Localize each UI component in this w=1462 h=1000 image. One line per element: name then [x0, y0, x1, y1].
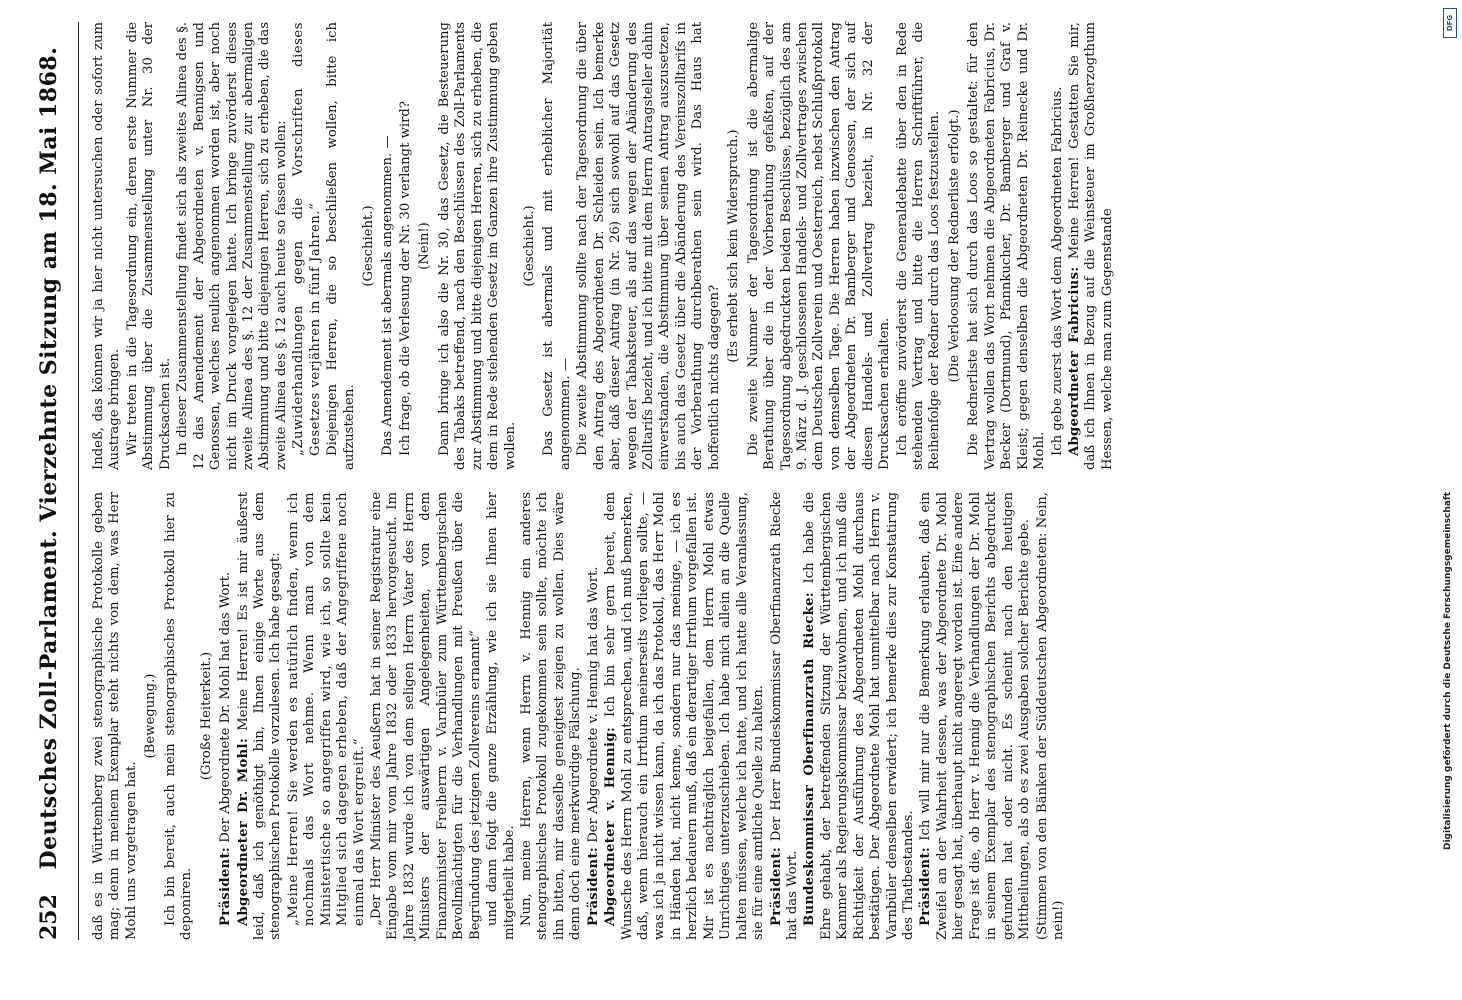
text-column-right — [91, 22, 1117, 470]
speech-text: Ich habe die Ehre gehabt, der betreffenden Sitzung der Württembergischen Kammer als Regierungskommissar beizuwohnen, und ich muß die Richtigkeit der Ausführung des Abgeordneten Mohl durchaus bestätigen. Der Abgeordnete Mohl hat unmittelbar nach Herrn v. Varnbüler denselben erwidert; ich bemerke dies zur Konstatirung des Thatbestandes. — [802, 492, 916, 940]
page-number: 252 — [36, 894, 62, 940]
speech-paragraph — [603, 492, 767, 940]
speech-text: Der Herr Bundeskommissar Oberfinanzrath Riecke hat das Wort. — [768, 492, 800, 940]
speech-paragraph — [236, 492, 285, 940]
text-columns — [91, 22, 1117, 940]
speech-text: Meine Herren! Gestatten Sie mir, daß ich Ihnen in Bezug auf die Weinsteuer im Großherzogthum Hessen, welche man zum Gegenstande — [1066, 22, 1115, 470]
speech-text: Meine Herren! Es ist mir äußerst leid, daß ich genöthigt bin, Ihnen einige Worte aus dem stenographischen Protokolle vorzulesen. Ich habe gesagt: — [235, 492, 284, 940]
text-paragraph: Nun, meine Herren, wenn Herrn v. Hennig ein anderes stenographisches Protokoll zugekommen sein sollte, möchte ich ihn bitten, mir dasselbe geneigtest zeigen zu wollen. Dies wäre denn doch eine merkwürdige Fälschung. — [518, 492, 584, 940]
text-paragraph: Dann bringe ich also die Nr. 30, das Gesetz, die Besteuerung des Tabaks betreffend, nach den Beschlüssen des Zoll-Parlaments zur Abstimmung und bitte diejenigen Herren, sich zu erheben, die dem in Rede stehenden Gesetz im Ganzen ihre Zustimmung geben wollen. — [436, 22, 518, 470]
watermark-strip — [1440, 0, 1462, 1000]
speech-text: Ich bin sehr gern bereit, dem Wunsche des Herrn Mohl zu entsprechen, und ich muß bemerken, daß, wenn hierauch ein Irrthum meinerseits vorliegen sollte, — was ich ja nicht wissen kann, da ich das Protokoll, das Herr Mohl in Händen hat, nicht kenne, sondern nur das meinige, — ich es herzlich bedauern muß, daß ein derartiger Irrthum vorgefallen ist. Mir ist es nachträglich beigefallen, dem Herrn Mohl etwas Unrichtiges unterzuschieben. Ich habe mich allein an die Quelle halten müssen, welche ich hatte, und ich hatte alle Veranlassung, sie für eine amtliche Quelle zu halten. — [603, 492, 767, 940]
text-paragraph: „Der Herr Minister des Aeußern hat in seiner Registratur eine Eingabe vom mir vom Jahre 1832 oder 1833 hervorgesucht. Im Jahre 1832 wurde ich von dem seligen Herrn Vater des Herrn Ministers der auswärtigen Angelegenheiten, von dem Finanzminister Freiherrn v. Varnbüler zum Württembergischen Bevollmächtigten für die Verhandlungen mit Preußen über die Begründung des jetzigen Zollvereins ernannt“ — [369, 492, 483, 940]
text-paragraph: daß es in Württemberg zwei stenographische Protokolle geben mag; denn in meinem Exemplar steht nichts von dem, was Herr Mohl uns vorgetragen hat. — [91, 492, 139, 940]
text-paragraph: Ich gebe zuerst das Wort dem Abgeordneten Fabricius. — [1049, 86, 1065, 456]
running-header — [36, 22, 79, 940]
text-paragraph: (Stimmen von den Bänken der Süddeutschen Abgeordneten: Nein, nein!) — [1034, 492, 1066, 940]
text-paragraph: Ich eröffne zuvörderst die Generaldebatte über den in Rede stehenden Vertrag und bitte die Herren Schriftführer, die Reihenfolge der Redner durch das Loos festzustellen. — [894, 22, 943, 470]
running-title: Deutsches Zoll-Parlament. Vierzehnte Sitzung am 18. Mai 1868. — [36, 46, 62, 870]
speaker-name: Präsident: — [218, 846, 234, 926]
speech-text: Ich will mir nur die Bemerkung erlauben, daß ein Zweifel an der Wahrheit dessen, was der Abgeordnete Dr. Mohl hier gesagt hat, überhaupt nicht angeregt worden ist. Eine andere Frage ist die, ob Herr v. Hennig die Verhandlungen der Dr. Mohl in seinem Exemplar des stenographischen Berichts abgedruckt gefunden hat oder nicht. Es scheint nach den heutigen Mittheilungen, als ob es zwei Ausgaben solcher Berichte gebe. — [918, 492, 1033, 940]
speech-paragraph — [769, 492, 802, 940]
text-paragraph: Wir treten in die Tagesordnung ein, deren erste Nummer die Abstimmung über die Zusammenstellung unter Nr. 30 der Drucksachen ist. — [124, 22, 173, 470]
text-column-left — [91, 492, 1117, 940]
speaker-name: Bundeskommissar Oberfinanzrath Riecke: — [802, 592, 818, 926]
funding-caption — [1441, 0, 1457, 1000]
text-paragraph: Die zweite Abstimmung sollte nach der Tagesordnung die über den Antrag des Abgeordneten Dr. Schleiden sein. Ich bemerke aber, daß dieser Antrag (in Nr. 26) sich sowohl auf das Gesetz wegen der Tabaksteuer, als auf das wegen der Abänderung des Zolltarifs bezieht, und ich bitte mit dem Herrn Antragsteller dahin einverstanden, die Abstimmung über seinen Antrag auszusetzen, bis auch das Gesetz über die Abänderung des Vereinszolltarifs in der Vorberathung durchberathen sein wird. Das Haus hat hoffentlich nichts dagegen? — [575, 22, 722, 470]
interjection: (Geschieht.) — [361, 205, 376, 287]
text-paragraph: und dann folgt die ganze Erzählung, wie ich sie Ihnen hier mitgetheilt habe. — [485, 492, 517, 940]
speech-text: Der Abgeordnete v. Hennig hat das Wort. — [585, 566, 601, 847]
speaker-name: Abgeordneter v. Hennig: — [603, 726, 619, 926]
dfg-logo-text: DFG — [1446, 14, 1454, 32]
speaker-name: Präsident: — [585, 846, 601, 926]
speech-paragraph — [1067, 22, 1116, 470]
speaker-name: Abgeordneter Fabricius: — [1066, 266, 1082, 456]
speaker-name: Präsident: — [918, 846, 934, 926]
text-paragraph: Das Amendement ist abermals angenommen. — — [380, 135, 396, 456]
speech-paragraph — [586, 492, 602, 940]
text-paragraph: Ich bin bereit, auch mein stenographisches Protokoll hier zu deponiren. — [162, 492, 195, 940]
text-paragraph: Indeß, das können wir ja hier nicht untersuchen oder sofort zum Austrage bringen. — [91, 22, 123, 470]
text-paragraph: Die Rednerliste hat sich durch das Loos so gestaltet: für den Vertrag wollen das Wort nehmen die Abgeordneten Fabricius, Dr. Becker (Dortmund), Pfannkucher, Dr. Bamberger und Graf v. Kleist; gegen denselben die Abgeordneten Dr. Reinecke und Dr. Mohl. — [966, 22, 1048, 470]
speaker-name: Abgeordneter Dr. Mohl: — [235, 738, 251, 926]
speech-paragraph — [802, 492, 917, 940]
speech-paragraph — [918, 492, 1033, 940]
text-paragraph: Ich frage, ob die Verlesung der Nr. 30 verlangt wird? — [397, 101, 413, 456]
text-paragraph: „Zuwiderhandlungen gegen die Vorschriften dieses Gesetzes verjähren in fünf Jahren.“ — [291, 22, 323, 456]
interjection: (Die Verloosung der Rednerliste erfolgt.) — [946, 109, 962, 383]
interjection: (Große Heiterkeit.) — [198, 651, 214, 781]
speaker-name: Präsident: — [768, 846, 784, 926]
text-paragraph: In dieser Zusammenstellung findet sich als zweites Alinea des §. 12 das Amendement der Abgeordneten v. Bennigsen und Genossen, welches neulich angenommen worden ist, aber noch nicht im Druck vorgelegen hatte. Ich bringe zuvörderst dieses zweite Alinea des §. 12 der Zusammenstellung zur abermaligen Abstimmung und bitte diejenigen Herren, sich zu erheben, die das zweite Alinea des §. 12 auch heute so fassen wollen: — [175, 22, 289, 470]
text-paragraph: Das Gesetz ist abermals und mit erheblicher Majorität angenommen. — — [541, 22, 573, 470]
interjection: (Bewegung.) — [143, 673, 159, 759]
text-paragraph: Diejenigen Herren, die so beschließen wollen, bitte ich aufzustehen. — [325, 22, 357, 470]
speech-text: Der Abgeordnete Dr. Mohl hat das Wort. — [218, 571, 234, 847]
text-paragraph: Die zweite Nummer der Tagesordnung ist die abermalige Berathung über die in der Vorberathung gefaßten, auf der Tagesordnung abgedruckten beiden Beschlüsse, bezüglich des am 9. März d. J. geschlossenen Handels- und Zollvertrages zwischen dem Deutschen Zollverein und Oesterreich, nebst Schlußprotokoll von demselben Tage. Die Herren haben inzwischen den Antrag der Abgeordneten Dr. Bamberger und Genossen, der sich auf diesen Handels- und Zollvertrag bezieht, in Nr. 32 der Drucksachen erhalten. — [745, 22, 893, 470]
interjection: (Geschieht.) — [521, 205, 537, 287]
interjection: (Es erhebt sich kein Widerspruch.) — [726, 129, 742, 363]
funding-caption-text: Digitalisierung gefördert durch die Deutsche Forschungsgemeinschaft — [1443, 491, 1453, 850]
interjection: (Nein!) — [417, 222, 433, 270]
speech-paragraph — [218, 492, 234, 940]
text-paragraph: „Meine Herren! Sie werden es natürlich finden, wenn ich nochmals das Wort nehme. Wenn man von dem Ministertische so angegriffen wird, wie ich, so sollte kein Mitglied sich dagegen erheben, daß der Angegriffene noch einmal das Wort ergreift.“ — [285, 492, 367, 926]
